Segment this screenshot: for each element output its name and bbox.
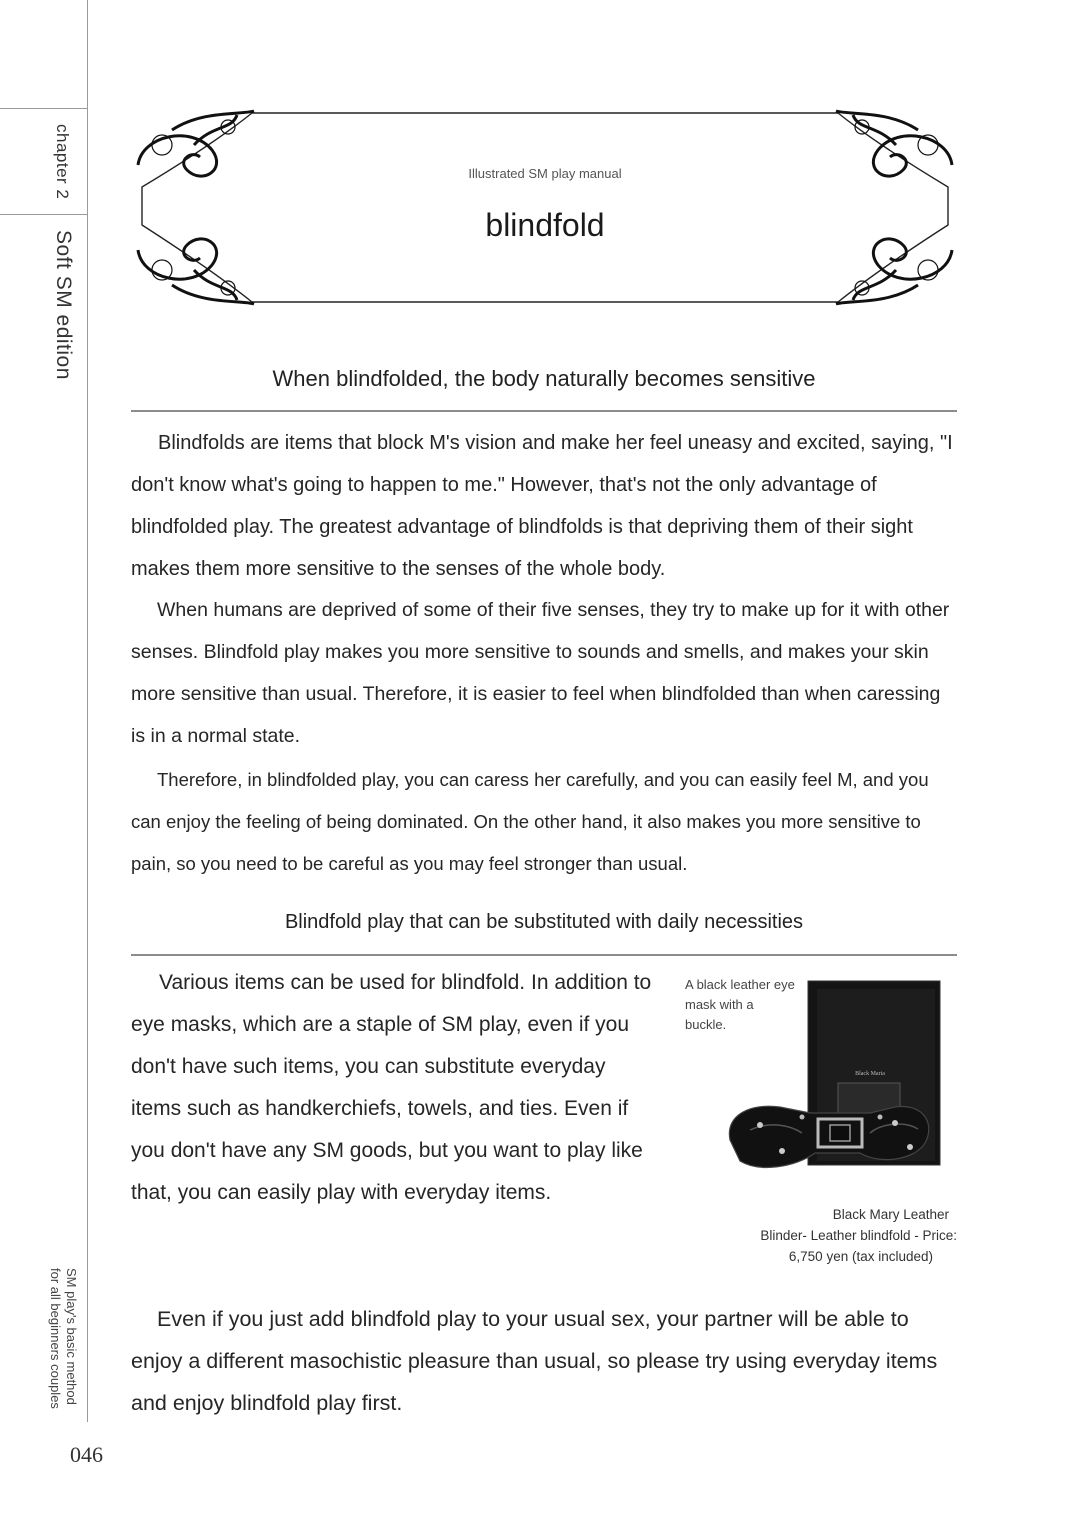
edition-label: Soft SM edition [52,230,75,380]
caption-line: Black Mary Leather [832,1207,949,1222]
manual-kicker: Illustrated SM play manual [468,166,622,181]
rail-divider [0,214,88,215]
section-heading: Blindfold play that can be substituted with daily necessities [284,911,804,933]
page-number: 046 [70,1442,103,1467]
product-caption [735,1204,957,1267]
book-title-line: for all beginners couples [48,1268,63,1409]
product-label: A black leather eye mask with a buckle. [685,977,795,1032]
caption-line: Blinder- Leather blindfold - Price: [760,1228,957,1243]
body-paragraph: Blindfolds are items that block M's vision and make her feel uneasy and excited, saying, "I don't know what's going to happen to me." However, that's not the only advantage of blindfolded play. The greatest advantage of blindfolds is that depriving them of their sight makes them more sensitive to the senses of the whole body. [131,432,953,580]
section-rule [131,954,957,956]
body-paragraph: When humans are deprived of some of their five senses, they try to make up for it with other senses. Blindfold play makes you more sensitive to sounds and smells, and makes your skin more sensitive than usual. Therefore, it is easier to feel when blindfolded than when caressing is in a normal state. [131,599,950,747]
section-rule [131,410,957,412]
rail-divider [0,108,88,109]
section-heading: When blindfolded, the body naturally becomes sensitive [272,366,816,391]
body-paragraph: Various items can be used for blindfold. In addition to eye masks, which are a staple of SM play, even if you don't have such items, you can substitute everyday items such as handkerchiefs, towels, and ties. Even if you don't have any SM goods, but you want to play like that, you can easily play with everyday items. [131,971,652,1204]
chapter-label: chapter 2 [53,124,72,200]
book-title-vertical [47,1268,79,1409]
page-title: blindfold [485,207,605,243]
caption-line: 6,750 yen (tax included) [788,1249,933,1264]
box-brand-text: Black Maria [855,1071,885,1077]
book-title-line: SM play's basic method [64,1268,79,1405]
body-paragraph: Even if you just add blindfold play to your usual sex, your partner will be able to enjoy a different masochistic pleasure than usual, so please try using everyday items and enjoy blindfold play first. [131,1307,938,1415]
body-paragraph: Therefore, in blindfolded play, you can caress her carefully, and you can easily feel M, and you can enjoy the feeling of being dominated. On the other hand, it also makes you more sensitive to pain, so you need to be careful as you may feel stronger than usual. [131,769,929,874]
leather-blindfold-product-icon [720,975,950,1205]
